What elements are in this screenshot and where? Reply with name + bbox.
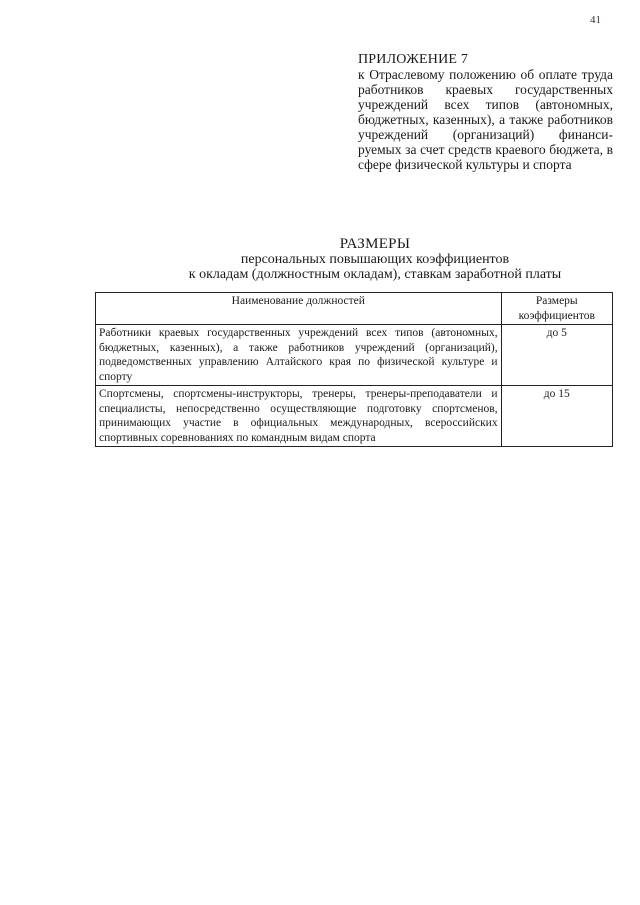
table-row — [96, 386, 613, 447]
position-cell: Спортсмены, спортсмены-инструкторы, тренеры, тренеры-преподаватели и специалисты, непосредственно осуществляющие подготовку спортсменов, принимающих участие в официальных международных, всероссийских спортивных соревнованиях по командным видам спорта — [96, 386, 502, 447]
table-row — [96, 325, 613, 386]
header-position-name: Наименование должностей — [96, 293, 502, 325]
heading-subtitle-2: к окладам (должностным окладам), ставкам заработной платы — [188, 267, 562, 282]
table-header-row — [96, 293, 613, 325]
coefficients-table — [95, 292, 613, 447]
heading-subtitle: персональных повышающих коэффициентов — [240, 252, 510, 267]
page-number: 41 — [590, 14, 601, 26]
heading-title: РАЗМЕРЫ — [339, 236, 411, 252]
coefficient-cell: до 5 — [501, 325, 612, 386]
appendix-text: к Отраслевому положению об оплате труда работников краевых государственных учреждений всех типов (автономных, бюджетных, казенных), а также работников учреждений (организаций) финанси-руемых за счет средств краевого бюджета, в сфере физической культуры и спорта — [358, 67, 613, 172]
coefficient-cell: до 15 — [501, 386, 612, 447]
position-cell: Работники краевых государственных учреждений всех типов (автономных, бюджетных, казенных), а также работников учреждений (организаций), подведомственных управлению Алтайского края по физической культуре и спорту — [96, 325, 502, 386]
header-coefficient-size: Размеры коэффициентов — [501, 293, 612, 325]
document-heading — [95, 236, 640, 282]
appendix-block — [358, 52, 613, 172]
appendix-title: ПРИЛОЖЕНИЕ 7 — [358, 52, 469, 67]
